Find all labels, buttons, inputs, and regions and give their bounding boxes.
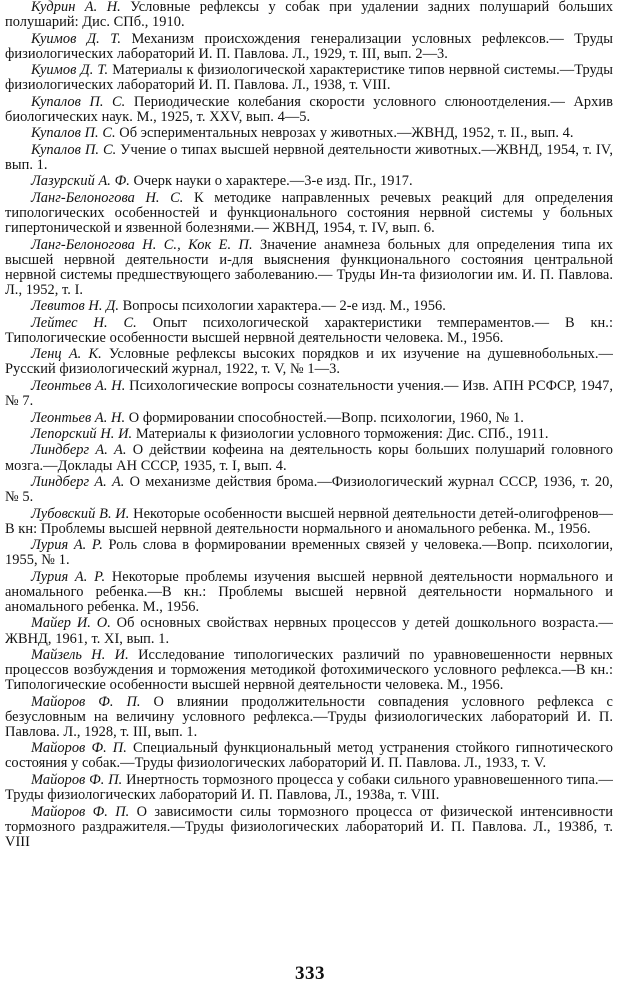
bibliography-entry [5,741,613,771]
bibliography-entry [5,805,613,850]
bibliography-entry [5,475,613,505]
entry-author: Лазурский А. Ф. [31,173,130,190]
bibliography-list [5,0,613,850]
page-number: 333 [295,963,325,984]
entry-author: Купалов П. С. [31,93,126,110]
entry-text: Специальный функциональный метод устранения стойкого гипнотического состояния у собак.—Труды физиологических лабораторий И. П. Павлова. Л., 1933, т. V. [5,740,613,772]
entry-text: Психологические вопросы сознательности учения.— Изв. АПН РСФСР, 1947, № 7. [5,377,613,410]
entry-author: Майоров Ф. П. [31,803,130,820]
bibliography-entry [5,191,613,236]
entry-text: О влиянии продолжительности совпадения условного рефлекса с безусловным на величину условного рефлекса.—Труды физиологических лабораторий И. П. Павлова. Л., 1928, т. III, вып. 1. [5,693,613,740]
entry-author: Купалов П. С. [31,125,116,142]
bibliography-entry [5,174,613,189]
entry-text: Условные рефлексы у собак при удалении задних полушарий больших полушарий: Дис. СПб., 1910. [5,0,613,31]
bibliography-entry [5,616,613,646]
entry-text: Материалы к физиологической характеристике типов нервной системы.—Труды физиологических лабораторий И. П. Павлова. Л., 1938, т. VIII. [5,62,613,94]
entry-author: Ланг-Белоногова Н. С., Кок Е. П. [31,236,253,253]
entry-text: О формировании способностей.—Вопр. психологии, 1960, № 1. [128,409,524,426]
entry-author: Ленц А. К. [31,346,102,363]
entry-text: Опыт психологической характеристики темпераментов.— В кн.: Типологические особенности высшей нервной деятельности человека. М., 1956. [5,314,613,346]
entry-author: Леонтьев А. Н. [31,377,126,394]
entry-text: Вопросы психологии характера.— 2-е изд. М., 1956. [122,298,446,315]
entry-author: Куимов Д. Т. [31,30,121,47]
entry-author: Майзель Н. И. [31,647,129,664]
bibliography-entry [5,238,613,298]
bibliography-entry [5,443,613,473]
bibliography-entry [5,63,613,93]
bibliography-entry [5,379,613,409]
bibliography-entry [5,507,613,537]
entry-author: Левитов Н. Д. [31,298,119,315]
entry-text: Инертность тормозного процесса у собаки сильного уравновешенного типа.—Труды физиологических лабораторий И. П. Павлова, Л., 1938а, т. VIII. [5,771,613,804]
entry-author: Лейтес Н. С. [31,314,137,331]
entry-text: Материалы к физиологии условного торможения: Дис. СПб., 1911. [135,426,549,442]
bibliography-entry [5,316,613,346]
entry-author: Леонтьев А. Н. [31,409,126,426]
bibliography-entry [5,126,613,141]
bibliography-entry [5,95,613,125]
entry-text: Механизм происхождения генерализации условных рефлексов.— Труды физиологических лабораторий И. П. Павлова. Л., 1929, т. III, вып. 2—3. [5,30,613,62]
bibliography-entry [5,411,613,426]
entry-text: Условные рефлексы высоких порядков и их изучение на душевнобольных.—Русский физиологический журнал, 1922, т. V, № 1—3. [5,346,613,378]
entry-author: Лурия А. Р. [31,568,106,585]
entry-text: Об основных свойствах нервных процессов у детей дошкольного возраста.—ЖВНД, 1961, т. XI, вып. 1. [5,615,613,647]
entry-text: О механизме действия брома.—Физиологический журнал СССР, 1936, т. 20, № 5. [5,474,614,506]
entry-author: Лурия А. Р. [31,537,103,554]
entry-text: Значение анамнеза больных для определения типа их высшей нервной деятельности и-для выяснения функционального состояния центральной нервной системы предшествующего заболеванию.— Труды Ин-та физиологии им. И. П. Павлова. Л., 1952, т. I. [5,236,613,298]
entry-text: Об эспериментальных неврозах у животных.—ЖВНД, 1952, т. II., вып. 4. [119,125,574,142]
entry-author: Майоров Ф. П. [31,693,141,710]
bibliography-entry [5,143,613,173]
entry-text: Исследование типологических различий по уравновешенности нервных процессов возбуждения и торможения методикой фотохимического условного рефлекса.—В кн.: Типологические особенности высшей нервной деятельности человека. М., 1956. [5,647,614,694]
entry-text: Некоторые проблемы изучения высшей нервной деятельности нормального и аномального ребенка.—В кн.: Проблемы высшей нервной деятельности нормального и аномального ребенка. М., 1956. [5,568,614,615]
bibliography-entry [5,0,613,30]
entry-author: Купалов П. С. [31,141,117,158]
bibliography-entry [5,347,613,377]
bibliography-entry [5,299,613,314]
entry-text: К методике направленных речевых реакций для определения типологических особенностей и функционального состояния нервной системы у больных гипертонической и язвенной болезнями.— ЖВНД, 1954, т. IV, вып. 6. [5,189,613,237]
entry-author: Линдберг А. А. [31,474,125,491]
entry-author: Майоров Ф. П. [31,771,123,788]
entry-author: Кудрин А. Н. [31,0,121,15]
entry-author: Лепорский Н. И. [31,426,133,442]
entry-text: Некоторые особенности высшей нервной деятельности детей-олигофренов—В кн: Проблемы высшей нервной деятельности нормального и аномального ребенка. М., 1956. [5,505,613,537]
entry-author: Майер И. О. [31,615,111,632]
bibliography-entry [5,695,613,740]
bibliography-entry [5,570,613,615]
bibliography-entry [5,32,613,62]
entry-author: Куимов Д. Т. [31,62,109,79]
bibliography-entry [5,427,613,442]
bibliography-entry [5,773,613,803]
entry-text: О зависимости силы тормозного процесса от физической интенсивности тормозного раздражителя.—Труды физиологических лабораторий И. П. Павлова. Л., 1938б, т. VIII [5,803,614,850]
entry-text: О действии кофеина на деятельность коры больших полушарий головного мозга.—Доклады АН СССР, 1935, т. I, вып. 4. [5,442,613,474]
entry-author: Майоров Ф. П. [31,740,127,757]
entry-author: Ланг-Белоногова Н. С. [31,189,184,206]
bibliography-entry [5,648,613,693]
entry-author: Лубовский В. И. [31,505,130,522]
entry-text: Периодические колебания скорости условного слюноотделения.— Архив биологических наук. М., 1925, т. XXV, вып. 4—5. [5,93,614,125]
entry-text: Очерк науки о характере.—3-е изд. Пг., 1917. [133,173,413,190]
bibliography-entry [5,538,613,568]
entry-text: Учение о типах высшей нервной деятельности животных.—ЖВНД, 1954, т. IV, вып. 1. [5,141,613,173]
entry-author: Линдберг А. А. [31,442,127,459]
entry-text: Роль слова в формировании временных связей у человека.—Вопр. психологии, 1955, № 1. [5,537,613,569]
